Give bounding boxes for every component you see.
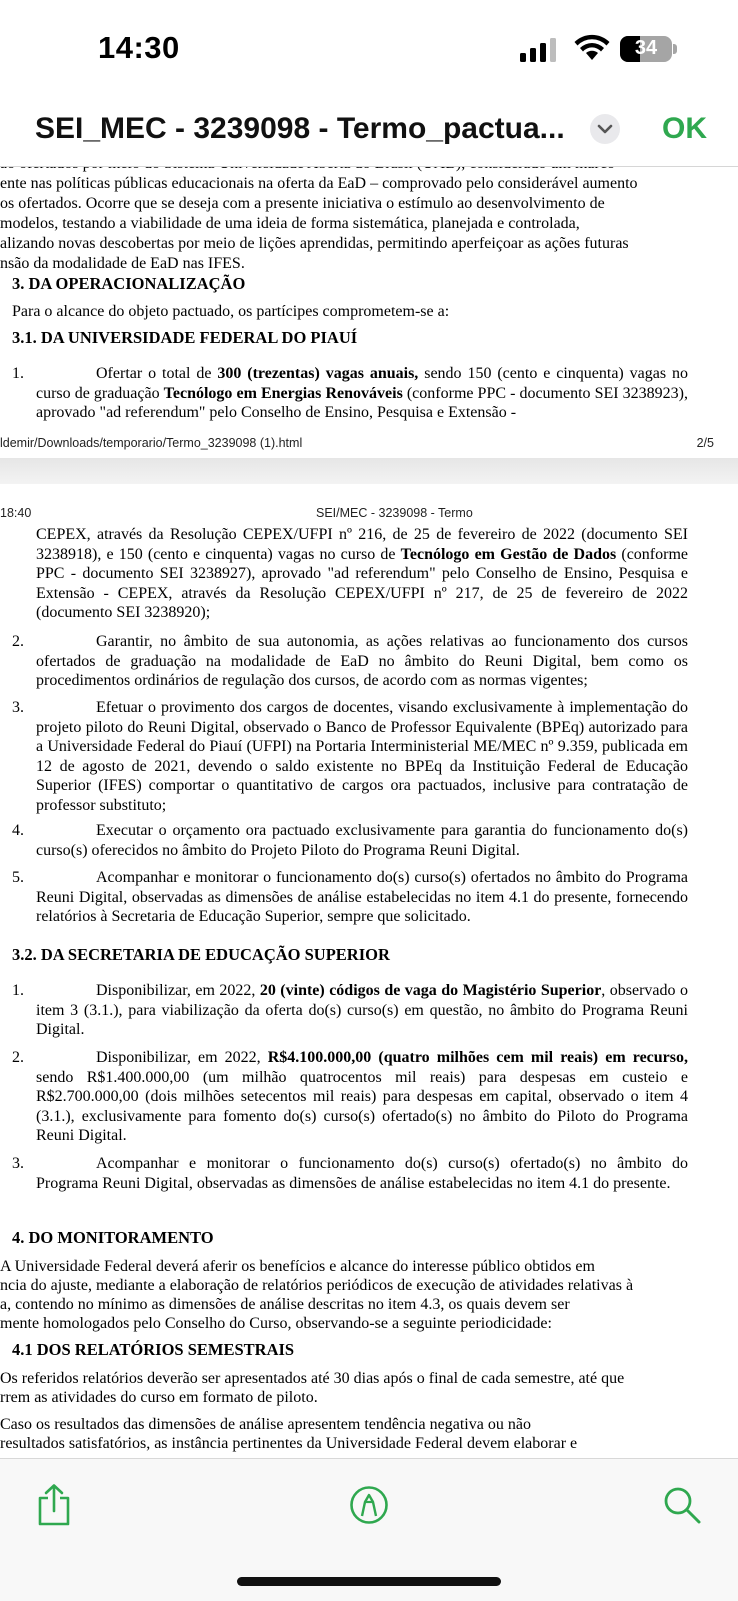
list-item: 1. Disponibilizar, em 2022, 20 (vinte) códigos de vaga do Magistério Superior, observado o item 3 (3.1.), para viabilização da oferta do(s) curso(s) em questão, no âmbito do Programa Reuni Digital. (12, 982, 688, 1038)
pdf-page-2 (0, 166, 738, 456)
share-icon[interactable] (36, 1483, 72, 1527)
list-item (12, 364, 688, 423)
text-line: resultados satisfatórios, as instância pertinentes da Universidade Federal devem elaborar e (0, 1435, 578, 1452)
section-intro: Para o alcance do objeto pactuado, os partícipes comprometem-se a: (12, 303, 450, 320)
section-heading: 3. DA OPERACIONALIZAÇÃO (12, 274, 246, 293)
battery-level: 34 (634, 37, 658, 59)
list-item: 3. Efetuar o provimento dos cargos de docentes, visando exclusivamente à implementação do projeto piloto do Reuni Digital, observado o Banco de Professor Equivalente (BPEq) autorizado para a Universidade Federal do Piauí (UFPI) na Portaria Interministerial ME/MEC nº 9.359, publicada em 12 de agosto de 2021, devendo o saldo existente no BPEq da Instituição Federal de Educação Superior (IFES) comportar o quantitativo de cargos ora pactuados, inclusive para contratação de professor substituto; (12, 699, 688, 814)
battery-tip (673, 44, 677, 54)
status-time: 14:30 (98, 30, 180, 65)
section-heading: 3.2. DA SECRETARIA DE EDUCAÇÃO SUPERIOR (12, 945, 390, 964)
status-bar (0, 0, 738, 100)
page-separator (0, 458, 738, 484)
list-item: 5. Acompanhar e monitorar o funcionamento do(s) curso(s) ofertados no âmbito do Programa Reuni Digital, observadas as dimensões de análise estabelecidas no item 4.1 do presente, fornecendo relatórios à Secretaria de Educação Superior, sempre que solicitado. (12, 869, 688, 925)
pdf-page-3 (0, 484, 738, 1458)
text-line: modelos, testando a viabilidade de uma ideia de forma sistemática, planejada e controlada, (0, 215, 580, 232)
text-line: A Universidade Federal deverá aferir os benefícios e alcance do interesse público obtidos em (0, 1258, 595, 1275)
section-heading: 3.1. DA UNIVERSIDADE FEDERAL DO PIAUÍ (12, 328, 358, 347)
section-heading: 4. DO MONITORAMENTO (12, 1228, 214, 1247)
text-line: mente homologados pelo Conselho do Curso, observando-se a seguinte periodicidade: (0, 1315, 552, 1332)
text-line: Os referidos relatórios deverão ser apresentados até 30 dias após o final de cada semestre, até que (0, 1370, 625, 1387)
list-item-continuation: CEPEX, através da Resolução CEPEX/UFPI nº 216, de 25 de fevereiro de 2022 (documento SEI 3238918), e 150 (cento e cinquenta) vagas no curso de Tecnólogo em Gestão de Dados (conforme PPC - documento SEI 3238927), aprovado "ad referendum" pelo Conselho de Ensino, Pesquisa e Extensão - CEPEX, através da Resolução CEPEX/UFPI nº 217, de 25 de fevereiro de 2022 (documento SEI 3238920); (36, 526, 688, 621)
page-header-title: SEI/MEC - 3239098 - Termo (316, 506, 473, 520)
battery-icon (620, 36, 672, 62)
cellular-signal-icon (520, 38, 560, 62)
list-text: Ofertar o total de 300 (trezentas) vagas anuais, sendo 150 (cento e cinquenta) vagas no curso de graduação Tecnólogo em Energias Renováveis (conforme PPC - documento SEI 3238923), aprovado "ad referendum" pelo Conselho de Ensino, Pesquisa e Extensão - (36, 365, 689, 421)
search-icon[interactable] (662, 1485, 702, 1525)
text-line: ncia do ajuste, mediante a elaboração de relatórios periódicos de execução de atividades relativas à (0, 1277, 634, 1294)
text-line: ente nas políticas públicas educacionais na oferta da EaD – comprovado pelo considerável aumento (0, 175, 638, 192)
text-line: os ofertados. Ocorre que se deseja com a presente iniciativa o estímulo ao desenvolvimento de (0, 195, 605, 212)
text-line: a, contendo no mínimo as dimensões de análise descritas no item 4.3, os quais devem ser (0, 1296, 570, 1313)
navigation-bar (0, 100, 738, 167)
markup-pen-icon[interactable] (349, 1485, 389, 1525)
list-number: 1. (12, 365, 24, 382)
list-item: 2. Garantir, no âmbito de sua autonomia, as ações relativas ao funcionamento dos cursos ofertados de graduação na modalidade de EaD no âmbito do Reuni Digital, bem como os procedimentos ordinários de regulação dos cursos, de acordo com as normas vigentes; (12, 633, 688, 689)
document-title[interactable]: SEI_MEC - 3239098 - Termo_pactua... (35, 112, 565, 145)
text-line: nsão da modalidade de EaD nas IFES. (0, 255, 245, 272)
page-footer-path: ldemir/Downloads/temporario/Termo_3239098 (1).html (0, 436, 303, 450)
text-line: rrem as atividades do curso em formato de piloto. (0, 1389, 318, 1406)
wifi-icon (574, 36, 610, 62)
title-menu-button[interactable] (590, 114, 620, 144)
page-header-time: 18:40 (0, 506, 32, 520)
list-item: 3. Acompanhar e monitorar o funcionamento do(s) curso(s) ofertado(s) no âmbito do Programa Reuni Digital, observadas as dimensões de análise estabelecidas no item 4.1 do presente. (12, 1155, 688, 1192)
page-footer-number: 2/5 (696, 436, 714, 450)
list-item: 4. Executar o orçamento ora pactuado exclusivamente para garantia do funcionamento do(s) curso(s) oferecidos no âmbito do Projeto Piloto do Programa Reuni Digital. (12, 822, 688, 859)
list-item: 2. Disponibilizar, em 2022, R$4.100.000,00 (quatro milhões cem mil reais) em recurso, sendo R$1.400.000,00 (um milhão quatrocentos mil reais) para despesas em custeio e R$2.700.000,00 (dois milhões setecentos mil reais) para despesas em capital, observado o item 4 (3.1.), exclusivamente para fomento do(s) curso(s) ofertado(s) no âmbito do Piloto do Programa Reuni Digital. (12, 1049, 688, 1144)
chevron-down-icon (590, 114, 620, 144)
section-heading: 4.1 DOS RELATÓRIOS SEMESTRAIS (12, 1340, 295, 1359)
text-line: alizando novas descobertas por meio de lições aprendidas, permitindo aperfeiçoar as ações futuras (0, 235, 629, 252)
home-indicator (237, 1577, 501, 1586)
text-line: Caso os resultados das dimensões de análise apresentem tendência negativa ou não (0, 1416, 531, 1433)
ok-button[interactable]: OK (662, 112, 707, 145)
